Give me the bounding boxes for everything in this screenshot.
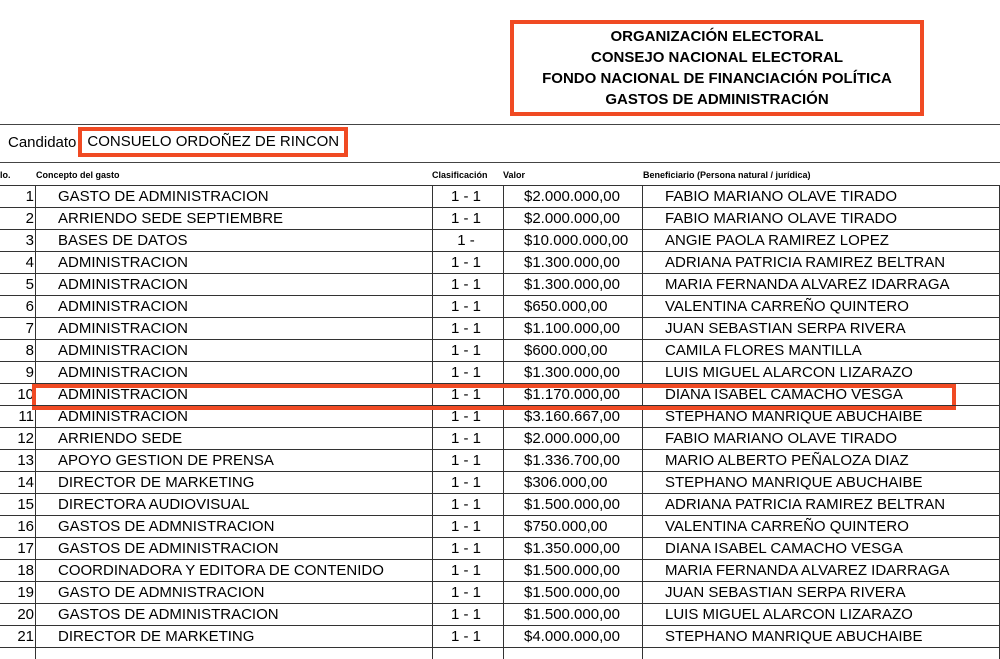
row-beneficiario: DIANA ISABEL CAMACHO VESGA	[665, 386, 903, 403]
column-header-no: lo.	[0, 170, 11, 180]
candidate-name: CONSUELO ORDOÑEZ DE RINCON	[78, 127, 348, 157]
row-divider	[0, 339, 1000, 340]
row-number: 15	[17, 496, 34, 513]
row-concepto: APOYO GESTION DE PRENSA	[58, 452, 274, 469]
row-number: 14	[17, 474, 34, 491]
row-clasificacion: 1 - 1	[450, 364, 481, 381]
row-divider	[0, 361, 1000, 362]
table-row	[0, 252, 1000, 274]
column-header-concepto: Concepto del gasto	[36, 170, 120, 180]
row-number: 10	[17, 386, 34, 403]
row-divider	[0, 273, 1000, 274]
row-number: 11	[18, 408, 34, 425]
row-number: 20	[17, 606, 34, 623]
row-number: 12	[17, 430, 34, 447]
row-beneficiario: CAMILA FLORES MANTILLA	[665, 342, 862, 359]
row-divider	[0, 647, 1000, 648]
row-concepto: ADMINISTRACION	[58, 254, 189, 271]
row-clasificacion: 1 - 1	[450, 320, 481, 337]
table-row	[0, 604, 1000, 626]
row-beneficiario: ANGIE PAOLA RAMIREZ LOPEZ	[665, 232, 889, 249]
row-clasificacion: 1 - 1	[450, 342, 481, 359]
table-row	[0, 428, 1000, 450]
row-concepto: ADMINISTRACION	[58, 408, 189, 425]
table-row	[0, 494, 1000, 516]
row-valor: $1.300.000,00	[524, 364, 620, 381]
row-valor: $1.300.000,00	[524, 276, 620, 293]
table-row	[0, 340, 1000, 362]
row-number: 2	[25, 210, 34, 227]
row-number: 1	[25, 188, 34, 205]
header-line-fondo: FONDO NACIONAL DE FINANCIACIÓN POLÍTICA	[542, 70, 892, 87]
table-row	[0, 626, 1000, 648]
table-row	[0, 560, 1000, 582]
row-clasificacion: 1 - 1	[450, 298, 481, 315]
row-valor: $2.000.000,00	[524, 210, 620, 227]
row-beneficiario: MARIO ALBERTO PEÑALOZA DIAZ	[665, 452, 909, 469]
row-valor: $1.350.000,00	[524, 540, 620, 557]
row-valor: $1.100.000,00	[524, 320, 620, 337]
row-divider	[0, 405, 1000, 406]
row-valor: $4.000.000,00	[524, 628, 620, 645]
row-valor: $650.000,00	[524, 298, 608, 315]
row-divider	[0, 317, 1000, 318]
row-valor: $1.500.000,00	[524, 562, 620, 579]
row-number: 5	[25, 276, 34, 293]
row-number: 6	[25, 298, 34, 315]
row-divider	[0, 515, 1000, 516]
row-valor: $306.000,00	[524, 474, 608, 491]
row-beneficiario: MARIA FERNANDA ALVAREZ IDARRAGA	[665, 562, 950, 579]
row-beneficiario: VALENTINA CARREÑO QUINTERO	[665, 298, 909, 315]
document-header-box	[510, 20, 924, 116]
row-valor: $1.170.000,00	[524, 386, 620, 403]
row-valor: $2.000.000,00	[524, 430, 620, 447]
row-divider	[0, 559, 1000, 560]
row-divider	[0, 229, 1000, 230]
table-column-headers	[0, 170, 1000, 182]
table-row	[0, 516, 1000, 538]
table-top-divider	[0, 162, 1000, 163]
row-valor: $1.500.000,00	[524, 584, 620, 601]
row-concepto: DIRECTOR DE MARKETING	[58, 628, 255, 645]
table-row	[0, 318, 1000, 340]
row-concepto: DIRECTOR DE MARKETING	[58, 474, 255, 491]
row-clasificacion: 1 - 1	[450, 562, 481, 579]
row-beneficiario: FABIO MARIANO OLAVE TIRADO	[665, 188, 897, 205]
row-beneficiario: LUIS MIGUEL ALARCON LIZARAZO	[665, 364, 913, 381]
row-valor: $1.336.700,00	[524, 452, 620, 469]
header-line-consejo: CONSEJO NACIONAL ELECTORAL	[591, 49, 843, 66]
candidate-label: Candidato	[8, 133, 77, 151]
table-row	[0, 186, 1000, 208]
row-concepto: GASTOS DE ADMINISTRACION	[58, 606, 279, 623]
row-clasificacion: 1 - 1	[450, 628, 481, 645]
row-concepto: ADMINISTRACION	[58, 342, 189, 359]
row-concepto: BASES DE DATOS	[58, 232, 188, 249]
table-row	[0, 274, 1000, 296]
row-concepto: ARRIENDO SEDE	[58, 430, 183, 447]
expense-table-body	[0, 186, 1000, 648]
row-clasificacion: 1 - 1	[450, 606, 481, 623]
row-concepto: GASTO DE ADMNISTRACION	[58, 584, 265, 601]
column-divider	[642, 186, 643, 659]
row-concepto: ARRIENDO SEDE SEPTIEMBRE	[58, 210, 284, 227]
table-row	[0, 538, 1000, 560]
row-valor: $600.000,00	[524, 342, 608, 359]
row-divider	[0, 603, 1000, 604]
row-number: 8	[25, 342, 34, 359]
row-divider	[0, 427, 1000, 428]
table-row	[0, 472, 1000, 494]
row-divider	[0, 493, 1000, 494]
row-beneficiario: MARIA FERNANDA ALVAREZ IDARRAGA	[665, 276, 950, 293]
row-concepto: ADMINISTRACION	[58, 298, 189, 315]
row-divider	[0, 207, 1000, 208]
row-clasificacion: 1 -	[457, 232, 475, 249]
row-number: 21	[17, 628, 34, 645]
row-number: 19	[17, 584, 34, 601]
row-divider	[0, 471, 1000, 472]
column-header-beneficiario: Beneficiario (Persona natural / jurídica)	[643, 170, 811, 180]
table-row	[0, 582, 1000, 604]
row-beneficiario: FABIO MARIANO OLAVE TIRADO	[665, 210, 897, 227]
row-clasificacion: 1 - 1	[450, 496, 481, 513]
row-divider	[0, 449, 1000, 450]
row-beneficiario: DIANA ISABEL CAMACHO VESGA	[665, 540, 903, 557]
table-row	[0, 362, 1000, 384]
row-valor: $750.000,00	[524, 518, 608, 535]
row-divider	[0, 251, 1000, 252]
row-clasificacion: 1 - 1	[450, 210, 481, 227]
row-clasificacion: 1 - 1	[450, 540, 481, 557]
row-beneficiario: STEPHANO MANRIQUE ABUCHAIBE	[665, 628, 923, 645]
column-divider	[503, 186, 504, 659]
row-concepto: GASTOS DE ADMINISTRACION	[58, 540, 279, 557]
row-clasificacion: 1 - 1	[450, 584, 481, 601]
row-concepto: ADMINISTRACION	[58, 364, 189, 381]
row-number: 3	[25, 232, 34, 249]
row-concepto: ADMINISTRACION	[58, 386, 189, 403]
row-beneficiario: LUIS MIGUEL ALARCON LIZARAZO	[665, 606, 913, 623]
row-clasificacion: 1 - 1	[450, 188, 481, 205]
table-row	[0, 296, 1000, 318]
row-concepto: DIRECTORA AUDIOVISUAL	[58, 496, 250, 513]
table-row	[0, 208, 1000, 230]
row-clasificacion: 1 - 1	[450, 254, 481, 271]
row-valor: $3.160.667,00	[524, 408, 620, 425]
row-concepto: ADMINISTRACION	[58, 276, 189, 293]
row-number: 4	[25, 254, 34, 271]
row-beneficiario: STEPHANO MANRIQUE ABUCHAIBE	[665, 408, 923, 425]
row-number: 13	[17, 452, 34, 469]
row-concepto: GASTOS DE ADMNISTRACION	[58, 518, 275, 535]
column-header-clasificacion: Clasificación	[432, 170, 488, 180]
row-clasificacion: 1 - 1	[450, 452, 481, 469]
table-row	[0, 450, 1000, 472]
row-clasificacion: 1 - 1	[450, 386, 481, 403]
row-concepto: GASTO DE ADMINISTRACION	[58, 188, 269, 205]
row-divider	[0, 295, 1000, 296]
table-row	[0, 230, 1000, 252]
row-concepto: ADMINISTRACION	[58, 320, 189, 337]
column-header-valor: Valor	[503, 170, 526, 180]
row-beneficiario: ADRIANA PATRICIA RAMIREZ BELTRAN	[665, 254, 946, 271]
row-number: 9	[25, 364, 34, 381]
row-clasificacion: 1 - 1	[450, 430, 481, 447]
row-number: 16	[17, 518, 34, 535]
table-header-divider	[0, 185, 1000, 186]
row-divider	[0, 537, 1000, 538]
row-valor: $10.000.000,00	[524, 232, 629, 249]
row-clasificacion: 1 - 1	[450, 518, 481, 535]
header-line-organizacion: ORGANIZACIÓN ELECTORAL	[610, 28, 824, 45]
divider	[0, 124, 1000, 125]
row-number: 7	[25, 320, 34, 337]
row-number: 17	[17, 540, 34, 557]
row-clasificacion: 1 - 1	[450, 408, 481, 425]
candidate-row	[0, 128, 348, 156]
row-valor: $1.500.000,00	[524, 496, 620, 513]
row-concepto: COORDINADORA Y EDITORA DE CONTENIDO	[58, 562, 384, 579]
row-number: 18	[17, 562, 34, 579]
row-beneficiario: JUAN SEBASTIAN SERPA RIVERA	[665, 584, 906, 601]
highlighted-row-marker	[32, 384, 956, 410]
row-beneficiario: VALENTINA CARREÑO QUINTERO	[665, 518, 909, 535]
row-beneficiario: ADRIANA PATRICIA RAMIREZ BELTRAN	[665, 496, 946, 513]
row-clasificacion: 1 - 1	[450, 276, 481, 293]
row-divider	[0, 383, 1000, 384]
row-clasificacion: 1 - 1	[450, 474, 481, 491]
row-beneficiario: FABIO MARIANO OLAVE TIRADO	[665, 430, 897, 447]
row-beneficiario: STEPHANO MANRIQUE ABUCHAIBE	[665, 474, 923, 491]
column-divider	[432, 186, 433, 659]
row-divider	[0, 581, 1000, 582]
row-divider	[0, 625, 1000, 626]
header-line-gastos: GASTOS DE ADMINISTRACIÓN	[605, 91, 829, 108]
column-divider	[35, 186, 36, 659]
row-beneficiario: JUAN SEBASTIAN SERPA RIVERA	[665, 320, 906, 337]
row-valor: $2.000.000,00	[524, 188, 620, 205]
row-valor: $1.500.000,00	[524, 606, 620, 623]
row-valor: $1.300.000,00	[524, 254, 620, 271]
